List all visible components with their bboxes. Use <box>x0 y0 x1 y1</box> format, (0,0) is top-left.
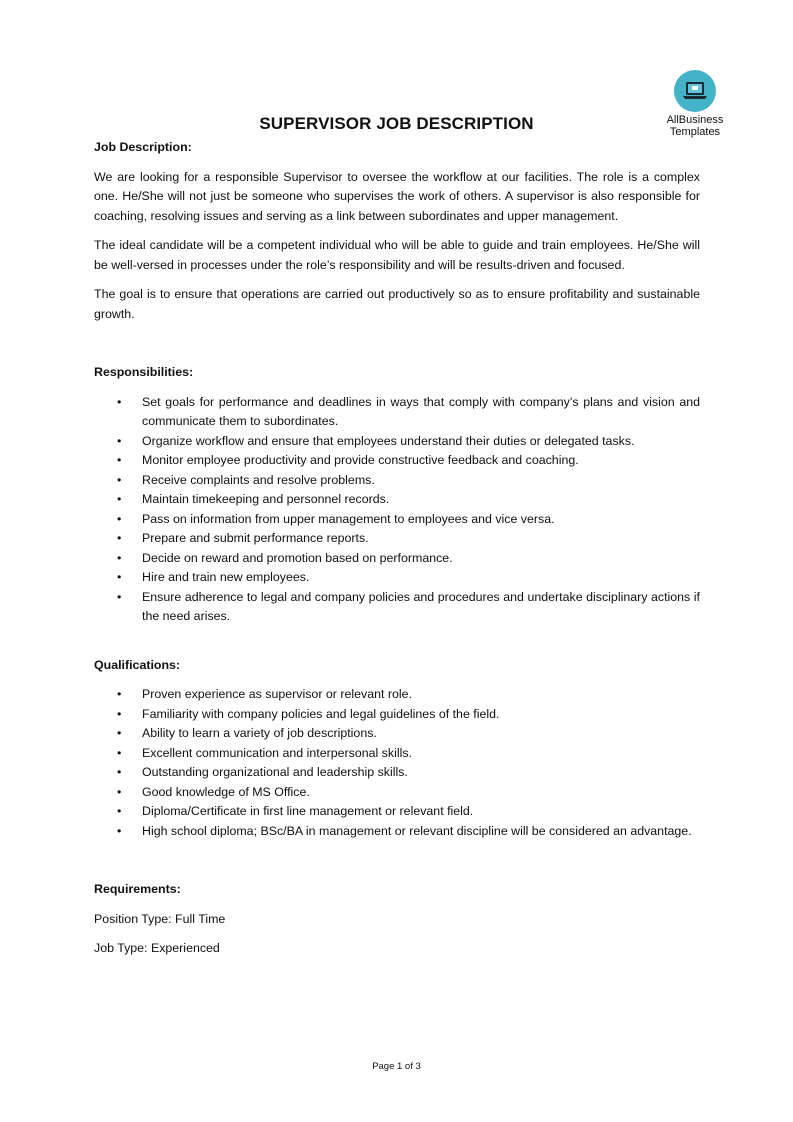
qualification-text: Familiarity with company policies and legal guidelines of the field. <box>142 706 500 721</box>
bullet-icon: • <box>117 550 122 565</box>
list-item <box>94 822 700 842</box>
logo-circle <box>674 70 716 112</box>
job-description-paragraph: The ideal candidate will be a competent individual who will be able to guide and train employees. He/She will be well-versed in processes under the role’s responsibility and will be results-driven and focused. <box>94 238 700 272</box>
responsibility-text: Ensure adherence to legal and company policies and procedures and undertake disciplinary actions if the need arises. <box>142 589 700 623</box>
qualification-text: Outstanding organizational and leadership skills. <box>142 765 408 779</box>
bullet-icon: • <box>117 589 122 604</box>
bullet-icon: • <box>117 765 122 779</box>
responsibility-text: Decide on reward and promotion based on performance. <box>142 550 453 565</box>
qualification-text: Proven experience as supervisor or relevant role. <box>142 687 412 701</box>
responsibility-text: Maintain timekeeping and personnel records. <box>142 492 390 506</box>
qualification-text: High school diploma; BSc/BA in management or relevant discipline will be considered an advantage. <box>142 823 692 838</box>
list-item <box>94 451 700 471</box>
bullet-icon: • <box>117 823 122 838</box>
responsibility-text: Prepare and submit performance reports. <box>142 531 369 545</box>
bullet-icon: • <box>117 687 122 701</box>
qualification-text: Excellent communication and interpersonal skills. <box>142 745 412 760</box>
job-description-heading: Job Description: <box>94 140 192 154</box>
list-item <box>94 393 700 432</box>
bullet-icon: • <box>117 433 122 448</box>
logo-text-line1: AllBusiness <box>666 114 724 126</box>
position-type: Position Type: Full Time <box>94 911 226 926</box>
list-item <box>94 685 700 705</box>
bullet-icon: • <box>117 726 122 740</box>
list-item <box>94 588 700 627</box>
list-item <box>94 802 700 822</box>
list-item <box>94 432 700 452</box>
responsibility-text: Hire and train new employees. <box>142 570 310 584</box>
responsibility-text: Monitor employee productivity and provide constructive feedback and coaching. <box>142 453 579 467</box>
responsibility-text: Receive complaints and resolve problems. <box>142 472 375 487</box>
bullet-icon: • <box>117 511 122 526</box>
qualification-text: Ability to learn a variety of job descriptions. <box>142 726 377 740</box>
requirements-heading: Requirements: <box>94 882 181 896</box>
job-description-paragraph: The goal is to ensure that operations are carried out productively so as to ensure profitability and sustainable growth. <box>94 287 700 321</box>
qualification-text: Diploma/Certificate in first line management or relevant field. <box>142 804 474 818</box>
list-item <box>94 529 700 549</box>
bullet-icon: • <box>117 570 122 584</box>
list-item <box>94 568 700 588</box>
bullet-icon: • <box>117 784 122 799</box>
responsibility-text: Organize workflow and ensure that employees understand their duties or delegated tasks. <box>142 433 635 448</box>
job-description-paragraph: We are looking for a responsible Supervisor to oversee the workflow at our facilities. The role is a complex one. He/She will not just be someone who supervises the work of others. A supervisor is also responsible for coaching, resolving issues and serving as a link between subordinates and upper management. <box>94 169 700 223</box>
job-type: Job Type: Experienced <box>94 941 220 955</box>
bullet-icon: • <box>117 531 122 545</box>
document-body <box>94 138 700 959</box>
responsibility-text: Pass on information from upper management to employees and vice versa. <box>142 511 555 526</box>
bullet-icon: • <box>117 706 122 721</box>
responsibilities-list <box>94 393 700 627</box>
responsibilities-heading: Responsibilities: <box>94 365 194 379</box>
qualifications-heading: Qualifications: <box>94 657 181 672</box>
list-item <box>94 763 700 783</box>
list-item <box>94 510 700 530</box>
list-item <box>94 549 700 569</box>
list-item <box>94 490 700 510</box>
bullet-icon: • <box>117 804 122 818</box>
list-item <box>94 744 700 764</box>
qualification-text: Good knowledge of MS Office. <box>142 784 310 799</box>
bullet-icon: • <box>117 453 122 467</box>
page-title: SUPERVISOR JOB DESCRIPTION <box>259 114 534 133</box>
list-item <box>94 783 700 803</box>
list-item <box>94 724 700 744</box>
qualifications-list <box>94 685 700 841</box>
list-item <box>94 705 700 725</box>
bullet-icon: • <box>117 745 122 760</box>
bullet-icon: • <box>117 492 122 506</box>
responsibility-text: Set goals for performance and deadlines in ways that comply with company’s plans and vision and communicate them to subordinates. <box>142 394 700 428</box>
bullet-icon: • <box>117 472 122 487</box>
page-footer: Page 1 of 3 <box>372 1061 421 1072</box>
list-item <box>94 471 700 491</box>
bullet-icon: • <box>117 394 122 409</box>
logo-text-line2: Templates <box>669 126 721 138</box>
laptop-icon <box>682 79 708 103</box>
